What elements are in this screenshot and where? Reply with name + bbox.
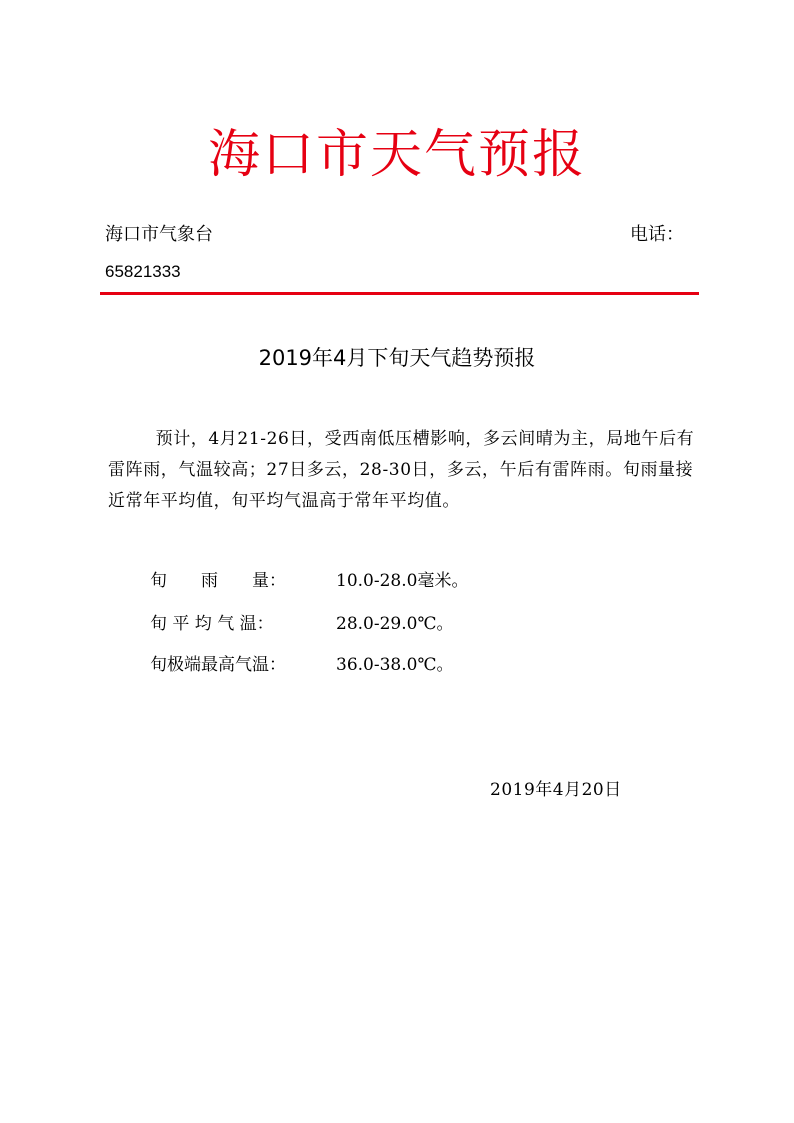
- stat-value: 36.0-38.0℃。: [336, 655, 454, 675]
- issue-date: 2019年4月20日: [490, 780, 622, 800]
- stat-value: 10.0-28.0毫米。: [336, 571, 469, 591]
- organization-name: 海口市气象台: [105, 224, 213, 245]
- stat-max-temperature: [150, 650, 453, 675]
- stat-label: 旬极端最高气温：: [150, 655, 286, 675]
- phone-label: 电话：: [630, 224, 684, 245]
- forecast-paragraph: 预计，4月21-26日，受西南低压槽影响，多云间晴为主，局地午后有雷阵雨，气温较高；27日多云，28-30日，多云，午后有雷阵雨。旬雨量接近常年平均值，旬平均气温高于常年平均值。: [108, 429, 695, 511]
- stat-rainfall: [150, 566, 468, 591]
- stat-label: 旬 平 均 气 温：: [150, 614, 274, 634]
- header-divider: [100, 292, 699, 295]
- phone-number: 65821333: [105, 262, 181, 281]
- page-title: 海口市天气预报: [207, 125, 586, 185]
- report-subtitle: 2019年4月下旬天气趋势预报: [258, 346, 536, 370]
- stat-average-temperature: [150, 609, 453, 634]
- stat-value: 28.0-29.0℃。: [336, 614, 454, 634]
- stat-label: 旬 雨 量：: [150, 571, 286, 591]
